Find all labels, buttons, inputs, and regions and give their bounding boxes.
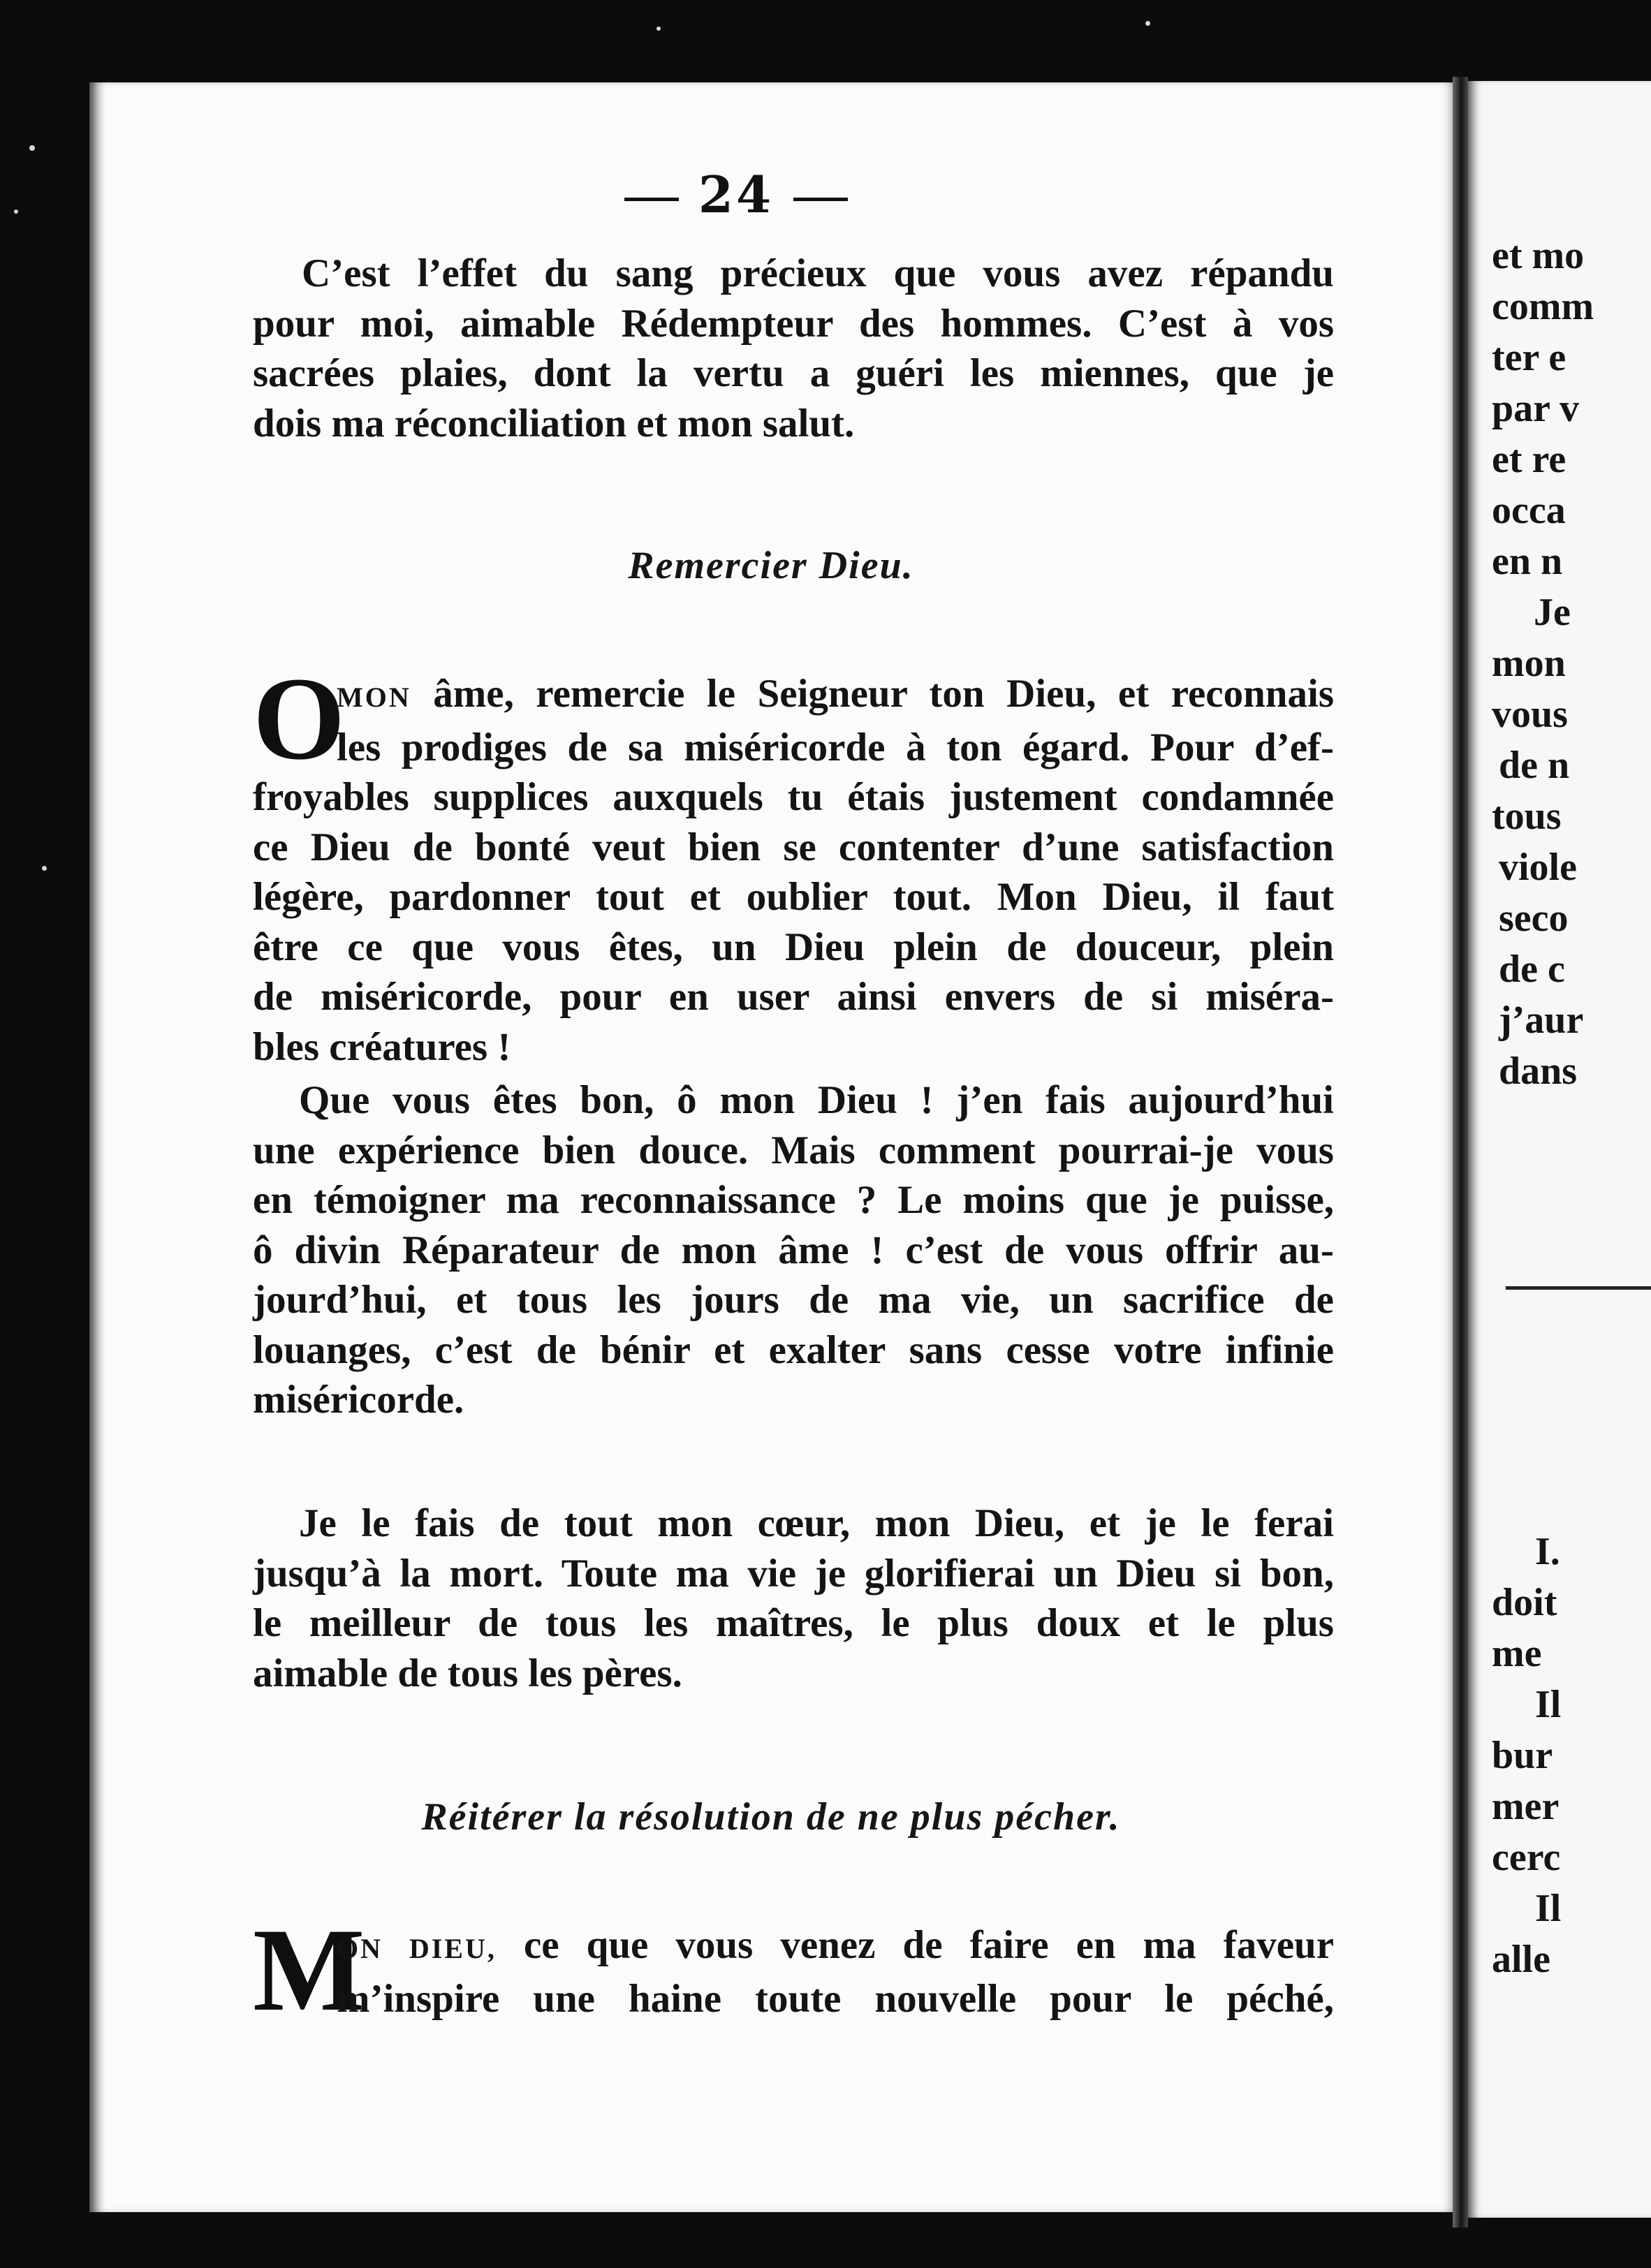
facing-line: Je	[1534, 591, 1571, 634]
paragraph-line: être ce que vous êtes, un Dieu plein de douceur, plein	[253, 925, 1334, 969]
facing-line: dans	[1499, 1050, 1578, 1093]
facing-line: et re	[1492, 438, 1566, 481]
paragraph-line: louanges, c’est de bénir et exalter sans cesse votre infinie	[253, 1327, 1334, 1372]
paragraph-line: bles créatures !	[253, 1024, 511, 1069]
paragraph-line: Je le fais de tout mon cœur, mon Dieu, et je le ferai	[299, 1501, 1334, 1545]
facing-line: doit	[1492, 1581, 1557, 1624]
paragraph-line: légère, pardonner tout et oublier tout. Mon Dieu, il faut	[253, 875, 1334, 919]
paragraph-4	[253, 1498, 1334, 1698]
paragraph-line: Que vous êtes bon, ô mon Dieu ! j’en fais aujourd’hui	[299, 1078, 1334, 1122]
facing-line: alle	[1492, 1938, 1550, 1981]
paragraph-line: m’inspire une haine toute nouvelle pour le péché,	[337, 1976, 1334, 2021]
paragraph-line: ce Dieu de bonté veut bien se contenter d’une satisfaction	[253, 825, 1334, 869]
paragraph-line-text: âme, remercie le Seigneur ton Dieu, et reconnais	[433, 672, 1335, 716]
facing-line: viole	[1499, 846, 1577, 889]
scan-speck	[656, 27, 661, 31]
paragraph-line: une expérience bien douce. Mais comment pourrai-je vous	[253, 1128, 1334, 1172]
facing-line: en n	[1492, 540, 1563, 583]
facing-line: I.	[1535, 1530, 1560, 1573]
paragraph-1	[253, 249, 1334, 448]
facing-line: mon	[1492, 642, 1566, 685]
facing-line: cerc	[1492, 1836, 1561, 1879]
paragraph-line: en témoigner ma reconnaissance ? Le moins que je puisse,	[253, 1178, 1334, 1222]
paragraph-3	[253, 1075, 1334, 1425]
paragraph-line: ô divin Réparateur de mon âme ! c’est de vous offrir au-	[253, 1228, 1334, 1272]
page-number-dash-left	[624, 198, 679, 201]
paragraph-line: froyables supplices auxquels tu étais justement condamnée	[253, 775, 1334, 819]
paragraph-line: C’est l’effet du sang précieux que vous avez répandu	[302, 251, 1334, 295]
small-caps-lead: MON	[337, 682, 411, 713]
facing-line: me	[1492, 1632, 1542, 1675]
paragraph-line	[253, 1920, 1334, 1974]
page-number-dash-right	[793, 198, 848, 201]
book-gutter	[1453, 77, 1468, 2228]
facing-line: occa	[1492, 489, 1566, 532]
facing-line: comm	[1492, 285, 1594, 328]
paragraph-line: jourd’hui, et tous les jours de ma vie, un sacrifice de	[253, 1278, 1334, 1322]
facing-line: seco	[1499, 897, 1569, 940]
facing-page-lower-text	[1492, 1526, 1561, 1985]
paragraph-2	[253, 653, 1335, 1072]
scan-speck	[1145, 21, 1150, 26]
paragraph-line: pour moi, aimable Rédempteur des hommes. C’est à vos	[253, 301, 1334, 346]
scan-speck	[29, 145, 35, 151]
section-heading-reiterer: Réitérer la résolution de ne plus pécher.	[421, 1795, 1121, 1839]
paragraph-line: dois ma réconciliation et mon salut.	[253, 401, 855, 446]
paragraph-5	[253, 1904, 1334, 2035]
facing-line: vous	[1492, 693, 1568, 736]
facing-line: Il	[1535, 1683, 1562, 1726]
facing-page-upper-text	[1492, 230, 1594, 1097]
drop-cap-letter: O	[253, 653, 346, 784]
small-caps-lead: ON DIEU,	[337, 1933, 497, 1964]
paragraph-line: sacrées plaies, dont la vertu a guéri les miennes, que je	[253, 351, 1334, 395]
facing-line: bur	[1492, 1734, 1553, 1777]
page-number	[0, 165, 1562, 224]
paragraph-line: le meilleur de tous les maîtres, le plus doux et le plus	[253, 1601, 1334, 1645]
facing-line: Il	[1535, 1887, 1562, 1930]
facing-line: de n	[1499, 744, 1570, 787]
paragraph-line: jusqu’à la mort. Toute ma vie je glorifierai un Dieu si bon,	[253, 1551, 1334, 1596]
facing-line: tous	[1492, 795, 1562, 838]
page-number-value: 24	[698, 165, 775, 224]
facing-line: et mo	[1492, 234, 1585, 277]
paragraph-line-text: ce que vous venez de faire en ma faveur	[523, 1923, 1334, 1967]
drop-cap-letter: M	[253, 1904, 365, 2035]
facing-line: par v	[1492, 387, 1579, 430]
section-heading-remercier: Remercier Dieu.	[628, 544, 914, 587]
facing-line: j’aur	[1499, 999, 1584, 1042]
facing-line: ter e	[1492, 336, 1566, 379]
facing-page-rule	[1506, 1286, 1651, 1290]
paragraph-line	[253, 669, 1334, 723]
paragraph-line: aimable de tous les pères.	[253, 1651, 682, 1695]
paragraph-line: miséricorde.	[253, 1378, 464, 1422]
paragraph-line: de miséricorde, pour en user ainsi envers de si miséra-	[253, 975, 1334, 1019]
paragraph-line: les prodiges de sa miséricorde à ton égard. Pour d’ef-	[337, 725, 1334, 770]
facing-line: mer	[1492, 1785, 1560, 1828]
facing-line: de c	[1499, 948, 1565, 991]
scan-speck	[42, 866, 47, 871]
